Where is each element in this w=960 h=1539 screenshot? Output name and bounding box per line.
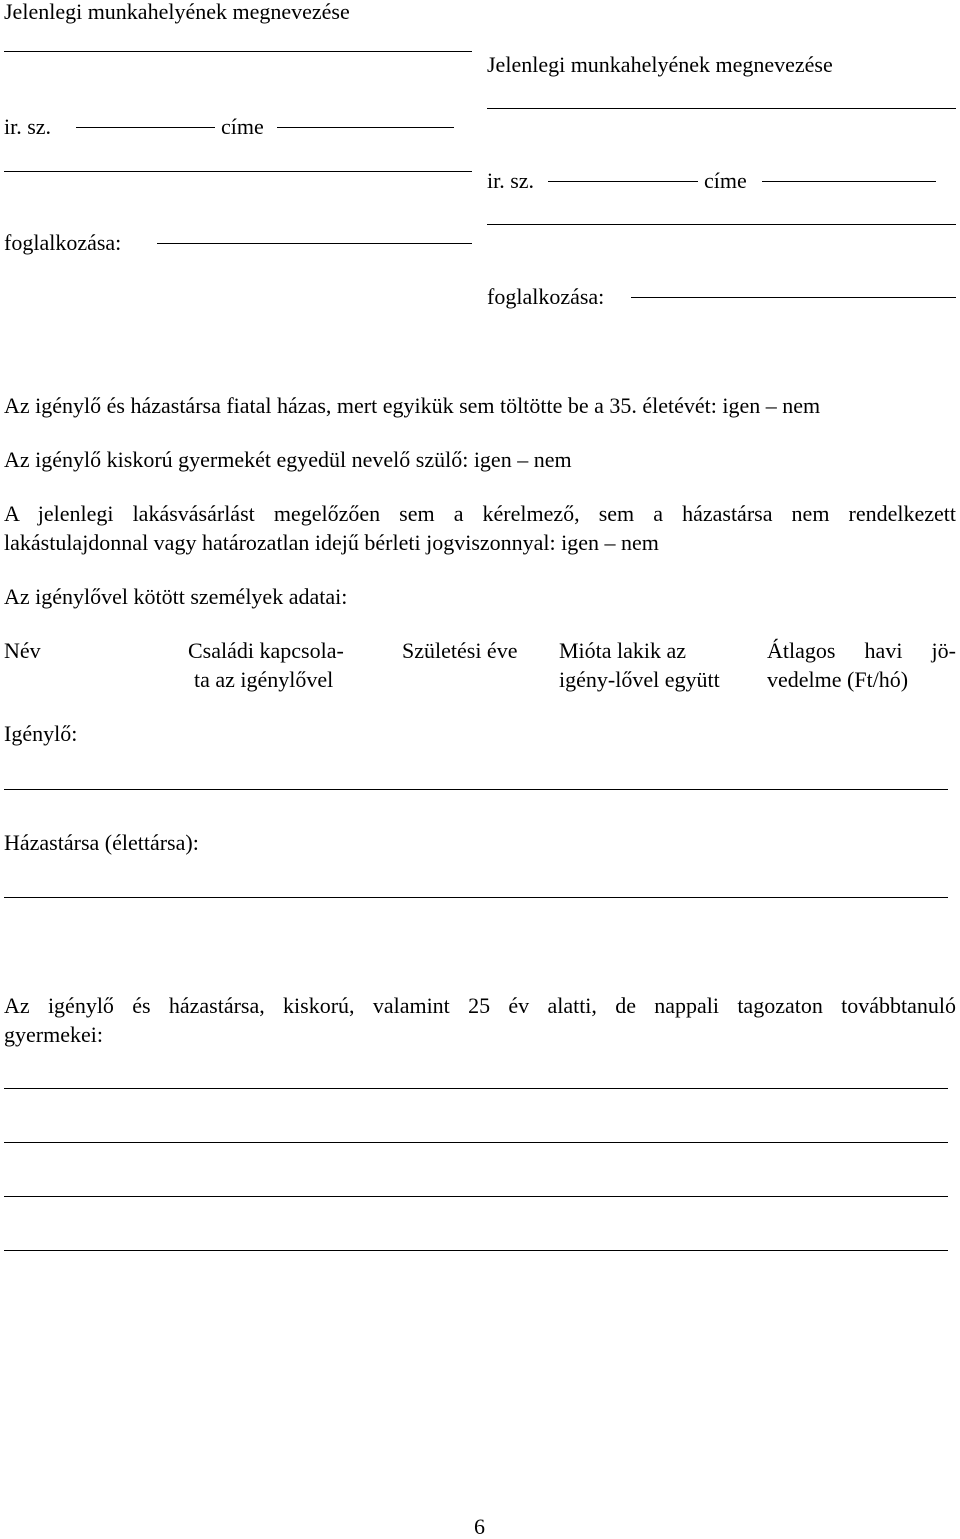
persons-heading: Az igénylővel kötött személyek adatai: — [4, 584, 348, 609]
left-occupation-label: foglalkozása: — [4, 230, 122, 255]
left-workplace-label: Jelenlegi munkahelyének megnevezése — [4, 0, 350, 24]
children-question-line1: Az igénylő és házastársa, kiskorú, valamint 25 év alatti, de nappali tagozaton továbbtanuló — [4, 993, 956, 1018]
column-header-income-line1: Átlagos havi jö- — [767, 638, 956, 663]
column-header-relation-line1: Családi kapcsola- — [188, 638, 344, 663]
young-couple-question: Az igénylő és házastársa fiatal házas, mert egyikük sem töltötte be a 35. életévét: igen – nem — [4, 393, 821, 418]
left-address-field[interactable] — [277, 127, 454, 128]
single-parent-question: Az igénylő kiskorú gyermekét egyedül nevelő szülő: igen – nem — [4, 447, 572, 472]
right-occupation-label: foglalkozása: — [487, 284, 605, 309]
prior-property-question-line1: A jelenlegi lakásvásárlást megelőzően sem a kérelmező, sem a házastársa nem rendelkezett — [4, 501, 956, 526]
right-occupation-field[interactable] — [631, 297, 956, 298]
children-field-3[interactable] — [4, 1196, 948, 1197]
right-zip-field[interactable] — [548, 181, 698, 182]
column-header-income-line2: vedelme (Ft/hó) — [767, 667, 909, 692]
right-address-field-2[interactable] — [487, 224, 956, 225]
right-workplace-field[interactable] — [487, 108, 956, 109]
left-occupation-field[interactable] — [157, 243, 472, 244]
children-question-line2: gyermekei: — [4, 1022, 103, 1047]
prior-property-question-line2: lakástulajdonnal vagy határozatlan idejű bérleti jogviszonnyal: igen – nem — [4, 530, 659, 555]
left-address-field-2[interactable] — [4, 171, 472, 172]
spouse-label: Házastársa (élettársa): — [4, 830, 199, 855]
column-header-name: Név — [4, 638, 41, 663]
left-workplace-field[interactable] — [4, 51, 472, 52]
right-address-field[interactable] — [762, 181, 936, 182]
column-header-birth-year: Születési éve — [402, 638, 518, 663]
left-address-label: címe — [221, 114, 264, 139]
children-field-4[interactable] — [4, 1250, 948, 1251]
right-address-label: címe — [704, 168, 747, 193]
children-field-2[interactable] — [4, 1142, 948, 1143]
right-workplace-label: Jelenlegi munkahelyének megnevezése — [487, 52, 833, 77]
column-header-relation-line2: ta az igénylővel — [194, 667, 334, 692]
column-header-since-line2: igény-lővel együtt — [559, 667, 720, 692]
right-zip-label: ir. sz. — [487, 168, 535, 193]
column-header-since-line1: Mióta lakik az — [559, 638, 687, 663]
children-field-1[interactable] — [4, 1088, 948, 1089]
spouse-field[interactable] — [4, 897, 948, 898]
applicant-field[interactable] — [4, 789, 948, 790]
page-number: 6 — [474, 1514, 485, 1539]
left-zip-label: ir. sz. — [4, 114, 52, 139]
left-zip-field[interactable] — [76, 127, 215, 128]
applicant-label: Igénylő: — [4, 721, 78, 746]
